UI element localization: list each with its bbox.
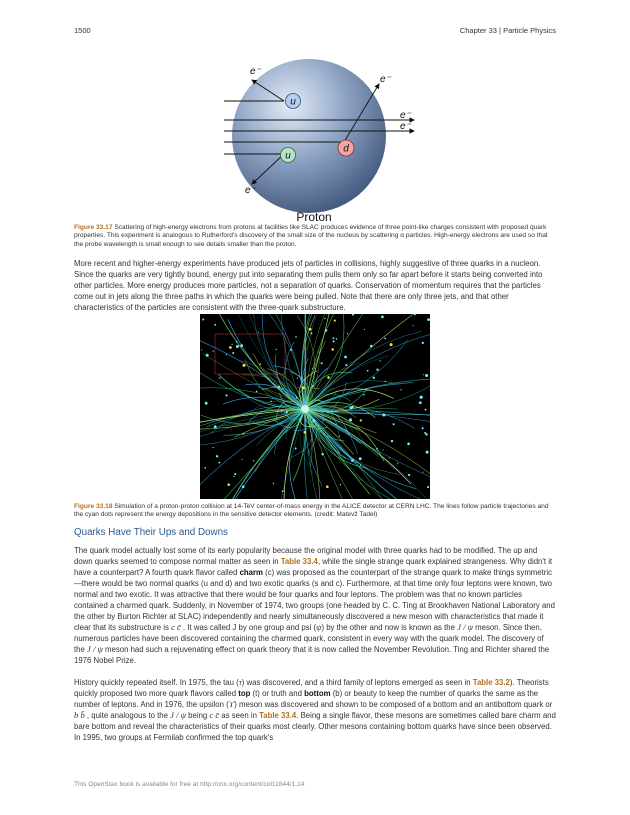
electron-label: e⁻ bbox=[245, 185, 256, 196]
proton-label: Proton bbox=[296, 210, 332, 224]
figure-label: Figure 33.17 bbox=[74, 224, 113, 231]
energy-deposit-dot bbox=[302, 386, 305, 389]
text-run: ) meson was discovered and shown to be composed of a bottom and an antibottom quark or bbox=[234, 700, 553, 709]
energy-deposit-dot bbox=[206, 354, 209, 357]
energy-deposit-dot bbox=[309, 328, 312, 331]
text-run: (b) or beauty to keep the number of quarks the same as the number of leptons. And in 1976, the upsilon ( bbox=[74, 689, 539, 709]
energy-deposit-dot bbox=[420, 396, 423, 399]
energy-deposit-dot bbox=[359, 457, 362, 460]
text-run: (c) was proposed as the counterpart of the strange quark to make things symmetric—there would be two normal quarks (u and d) and two exotic quarks (s and c). Furthermore, at that time only four leptons were known, two normal and two exotic. It was attractive that there would be four quarks and four leptons. The problem was that no known particles contained a charmed quark. Suddenly, in November of 1974, two groups (one headed by C. C. Ting at Brookhaven National Laboratory and the other by Burton Richter at SLAC) independently and nearly simultaneously discovered a new meson with characteristics that made it clear that its substructure is bbox=[74, 568, 555, 632]
energy-deposit-dot bbox=[333, 340, 335, 342]
math-j-psi: J / ψ bbox=[170, 710, 186, 720]
energy-deposit-dot bbox=[393, 423, 395, 425]
electron-label: e⁻ bbox=[250, 66, 261, 77]
section-heading: Quarks Have Their Ups and Downs bbox=[74, 527, 228, 538]
energy-deposit-dot bbox=[424, 432, 426, 434]
energy-deposit-dot bbox=[310, 332, 312, 334]
energy-deposit-dot bbox=[325, 329, 327, 331]
paragraph-charm bbox=[74, 545, 556, 666]
energy-deposit-dot bbox=[218, 462, 220, 464]
energy-deposit-dot bbox=[339, 435, 340, 436]
energy-deposit-dot bbox=[202, 319, 204, 321]
energy-deposit-dot bbox=[397, 463, 398, 464]
energy-deposit-dot bbox=[219, 377, 220, 378]
energy-deposit-dot bbox=[281, 409, 283, 411]
energy-deposit-dot bbox=[400, 389, 401, 390]
text-run: History quickly repeated itself. In 1975, the tau ( bbox=[74, 678, 239, 687]
math-bb-bar: b b̄ bbox=[74, 710, 85, 720]
caption-text: Simulation of a proton-proton collision at 14-TeV center-of-mass energy in the ALICE detector at CERN LHC. The lines follow particle trajectories and the cyan dots represent the energy depositions in the sensitive detector elements. (credit: Matevž Tadel) bbox=[74, 503, 549, 519]
up-quark-label: u bbox=[290, 96, 296, 108]
energy-deposit-dot bbox=[408, 474, 410, 476]
energy-deposit-dot bbox=[216, 455, 218, 457]
table-33-2-link[interactable]: Table 33.2 bbox=[472, 678, 510, 687]
caption-text: Scattering of high-energy electrons from protons at facilities like SLAC produces evidence of three point-like charges consistent with proposed quark properties. This experiment is analogous to Rutherford's discovery of the small size of the nucleus by scattering α particles. High-energy electrons are used so that the probe wavelength is small enough to see details smaller than the proton. bbox=[74, 224, 548, 248]
energy-deposit-dot bbox=[349, 418, 352, 421]
term-top: top bbox=[238, 689, 251, 698]
page-number: 1500 bbox=[74, 26, 91, 35]
energy-deposit-dot bbox=[253, 460, 254, 461]
energy-deposit-dot bbox=[390, 343, 393, 346]
text-run: , quite analogous to the bbox=[84, 711, 171, 720]
energy-deposit-dot bbox=[340, 484, 341, 485]
down-quark-label: d bbox=[343, 143, 349, 155]
text-run: . Being a single flavor, these mesons are sometimes called bare charm and bare bottom and reveal the characteristics of their quarks most clearly. Other mesons containing bottom quarks have since been observed. In 1995, two groups at Fermilab confirmed the top quark's bbox=[74, 711, 556, 742]
energy-deposit-dot bbox=[423, 374, 424, 375]
energy-deposit-dot bbox=[273, 483, 274, 484]
math-tau: τ bbox=[238, 677, 242, 687]
text-run: ). Theorists quickly proposed two more quark flavors called bbox=[74, 678, 549, 698]
energy-deposit-dot bbox=[236, 341, 238, 343]
energy-deposit-dot bbox=[426, 451, 429, 454]
energy-deposit-dot bbox=[360, 419, 362, 421]
energy-deposit-dot bbox=[242, 485, 245, 488]
energy-deposit-dot bbox=[204, 467, 206, 469]
figure-33-17-caption bbox=[74, 224, 556, 249]
energy-deposit-dot bbox=[422, 427, 424, 429]
energy-deposit-dot bbox=[422, 342, 424, 344]
energy-deposit-dot bbox=[214, 324, 216, 326]
text-run: , while the single strange quark explained strangeness. Why didn't it have a counterpart? A fourth quark flavor called bbox=[74, 557, 553, 577]
electron-label: e⁻ bbox=[400, 110, 411, 121]
energy-deposit-dot bbox=[321, 362, 323, 364]
energy-deposit-dot bbox=[242, 459, 243, 460]
energy-deposit-dot bbox=[234, 473, 236, 475]
math-j-psi: J / ψ bbox=[87, 644, 103, 654]
energy-deposit-dot bbox=[256, 391, 258, 393]
term-bottom: bottom bbox=[304, 689, 331, 698]
text-run: meson. Since then, numerous particles have been discovered containing the charmed quark, consistent in every way with the quark model. The discovery of the bbox=[74, 623, 544, 654]
term-charm: charm bbox=[239, 568, 263, 577]
energy-deposit-dot bbox=[419, 401, 422, 404]
text-run: as seen in bbox=[219, 711, 260, 720]
math-cc-bar: c c̄ bbox=[209, 710, 220, 720]
energy-deposit-dot bbox=[370, 345, 373, 348]
math-psi: ψ bbox=[316, 622, 322, 632]
energy-deposit-dot bbox=[324, 318, 325, 319]
energy-deposit-dot bbox=[326, 485, 329, 488]
energy-deposit-dot bbox=[376, 448, 378, 450]
table-33-4-link[interactable]: Table 33.4 bbox=[259, 711, 297, 720]
energy-deposit-dot bbox=[389, 457, 390, 458]
footer-attribution: This OpenStax book is available for free at http://cnx.org/content/col11844/1.14 bbox=[74, 781, 305, 788]
text-run: (t) or truth and bbox=[250, 689, 305, 698]
energy-deposit-dot bbox=[227, 483, 230, 486]
energy-deposit-dot bbox=[332, 337, 334, 339]
energy-deposit-dot bbox=[347, 333, 348, 334]
text-run: ) was discovered, and a third family of leptons emerged as seen in bbox=[241, 678, 473, 687]
energy-deposit-dot bbox=[381, 316, 384, 319]
energy-deposit-dot bbox=[295, 336, 297, 338]
energy-deposit-dot bbox=[425, 374, 428, 377]
energy-deposit-dot bbox=[423, 472, 424, 473]
energy-deposit-dot bbox=[213, 350, 214, 351]
energy-deposit-dot bbox=[297, 378, 298, 379]
text-run: The quark model actually lost some of its early popularity because the original model with three quarks had to be modified. The up and down quarks seemed to compose normal matter as seen in bbox=[74, 546, 538, 566]
up-quark-label: u bbox=[285, 150, 291, 162]
math-upsilon: ϒ bbox=[228, 699, 235, 709]
energy-deposit-dot bbox=[259, 363, 261, 365]
energy-deposit-dot bbox=[236, 345, 239, 348]
energy-deposit-dot bbox=[379, 360, 380, 361]
figure-label: Figure 33.18 bbox=[74, 503, 113, 510]
electron-label: e⁻ bbox=[380, 74, 391, 85]
energy-deposit-dot bbox=[242, 364, 245, 367]
energy-deposit-dot bbox=[345, 364, 347, 366]
text-run: meson had such a rejuvenating effect on quark theory that it is now called the November Revolution. Ting and Richter shared the 1976 Nobel Prize. bbox=[74, 645, 550, 665]
chapter-title: Chapter 33 | Particle Physics bbox=[459, 26, 556, 35]
energy-deposit-dot bbox=[427, 486, 429, 488]
energy-deposit-dot bbox=[258, 332, 259, 333]
energy-deposit-dot bbox=[295, 448, 297, 450]
energy-deposit-dot bbox=[376, 369, 378, 371]
energy-deposit-dot bbox=[282, 490, 284, 492]
energy-deposit-dot bbox=[234, 476, 235, 477]
energy-deposit-dot bbox=[205, 402, 208, 405]
text-run: ) by the other and now is known as the bbox=[321, 623, 458, 632]
energy-deposit-dot bbox=[304, 431, 307, 434]
text-run: being bbox=[186, 711, 210, 720]
energy-deposit-dot bbox=[232, 352, 234, 354]
energy-deposit-dot bbox=[214, 425, 217, 428]
energy-deposit-dot bbox=[367, 370, 369, 372]
energy-deposit-dot bbox=[327, 376, 330, 379]
energy-deposit-dot bbox=[364, 329, 365, 330]
figure-33-18-caption bbox=[74, 503, 556, 520]
energy-deposit-dot bbox=[321, 453, 323, 455]
energy-deposit-dot bbox=[286, 411, 288, 413]
table-33-4-link[interactable]: Table 33.4 bbox=[280, 557, 318, 566]
energy-deposit-dot bbox=[427, 318, 430, 321]
energy-deposit-dot bbox=[413, 325, 414, 326]
energy-deposit-dot bbox=[425, 409, 427, 411]
energy-deposit-dot bbox=[344, 356, 347, 359]
paragraph-jets: More recent and higher-energy experiments have produced jets of particles in collisions, highly suggestive of three quarks in a nucleon. Since the quarks are very tightly bound, energy put into separating them pulls them only so far apart before it starts being converted into other particles. More energy produces more particles, not a separation of quarks. Conservation of momentum requires that the particles come out in jets along the three paths in which the quarks were being pulled. Note that there are only three jets, and that other characteristics of the particles are consistent with the three-quark substructure. bbox=[74, 259, 543, 312]
paragraph-tau-bottom-top bbox=[74, 677, 556, 743]
energy-deposit-dot bbox=[243, 433, 245, 435]
energy-deposit-dot bbox=[385, 381, 386, 382]
energy-deposit-dot bbox=[226, 354, 227, 355]
energy-deposit-dot bbox=[407, 442, 410, 445]
energy-deposit-dot bbox=[213, 447, 214, 448]
collision-vertex bbox=[301, 405, 309, 413]
energy-deposit-dot bbox=[240, 344, 243, 347]
math-j-psi: J / ψ bbox=[457, 622, 473, 632]
energy-deposit-dot bbox=[312, 385, 314, 387]
math-cc-bar: c c̄ bbox=[171, 622, 181, 632]
energy-deposit-dot bbox=[363, 394, 365, 396]
energy-deposit-dot bbox=[334, 320, 336, 322]
energy-deposit-dot bbox=[383, 450, 384, 451]
energy-deposit-dot bbox=[373, 377, 375, 379]
energy-deposit-dot bbox=[231, 344, 232, 345]
energy-deposit-dot bbox=[201, 349, 202, 350]
energy-deposit-dot bbox=[229, 346, 232, 349]
energy-deposit-dot bbox=[391, 440, 393, 442]
energy-deposit-dot bbox=[290, 349, 292, 351]
energy-deposit-dot bbox=[312, 419, 315, 422]
energy-deposit-dot bbox=[336, 338, 338, 340]
energy-deposit-dot bbox=[360, 464, 361, 465]
proton-scattering-diagram bbox=[214, 58, 419, 225]
energy-deposit-dot bbox=[226, 394, 228, 396]
energy-deposit-dot bbox=[384, 338, 386, 340]
energy-deposit-dot bbox=[351, 406, 353, 408]
energy-deposit-dot bbox=[331, 348, 334, 351]
text-run: . It was called J by one group and psi ( bbox=[180, 623, 317, 632]
energy-deposit-dot bbox=[382, 414, 385, 417]
energy-deposit-dot bbox=[296, 397, 298, 399]
energy-deposit-dot bbox=[312, 368, 313, 369]
electron-label: e⁻ bbox=[400, 121, 411, 132]
energy-deposit-dot bbox=[278, 386, 280, 388]
energy-deposit-dot bbox=[351, 459, 354, 462]
collision-simulation-image bbox=[200, 314, 430, 499]
energy-deposit-dot bbox=[276, 349, 277, 350]
energy-deposit-dot bbox=[270, 401, 272, 403]
